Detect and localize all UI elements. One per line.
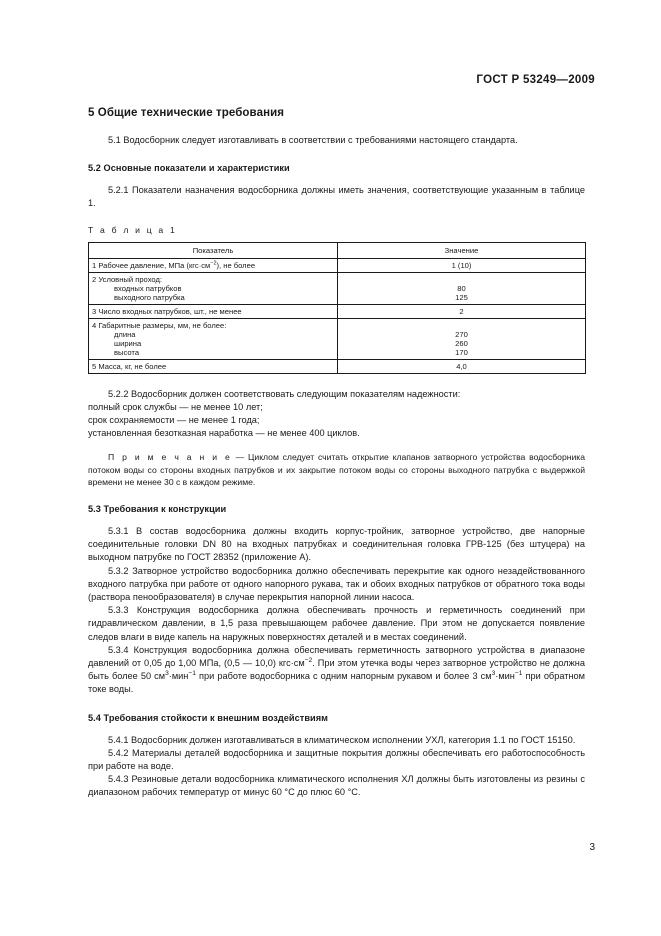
table-row bbox=[89, 318, 586, 359]
section-title-5-3: 5.3 Требования к конструкции bbox=[88, 504, 227, 515]
paragraph-5-1: 5.1 Водосборник следует изготавливать в соответствии с требованиями настоящего стандарта. bbox=[108, 135, 518, 145]
paragraph-5-4-2: 5.4.2 Материалы деталей водосборника и защитные покрытия должны обеспечивать его работоспособность при работе на воде. bbox=[88, 747, 585, 772]
table-cell-indicator bbox=[89, 318, 338, 359]
paragraph-5-3-3: 5.3.3 Конструкция водосборника должна обеспечивать прочность и герметичность соединений при гидравлическом давлении, в 1,5 раза превышающем рабочее давление. При этом не допускается появление следов влаги в виде капель на наружных поверхностях деталей и в местах соединений. bbox=[88, 605, 585, 642]
cell-value-line: 125 bbox=[455, 292, 468, 302]
section-title-5-4: 5.4 Требования стойкости к внешним воздействиям bbox=[88, 712, 328, 723]
table-row bbox=[89, 304, 586, 318]
p534-sup-3: −1 bbox=[188, 670, 196, 678]
list-item-failure-free-cycles: установленная безотказная наработка — не менее 400 циклов. bbox=[88, 428, 360, 439]
cell-text-main: 4 Габаритные размеры, мм, не более: bbox=[92, 320, 227, 330]
cell-text-main: 2 Условный проход: bbox=[92, 274, 163, 284]
table-col-header-indicator: Показатель bbox=[89, 242, 338, 258]
cell-subitem: выходного патрубка bbox=[114, 292, 185, 302]
p534-part-e: ·мин bbox=[495, 671, 515, 682]
p534-sup-1: −2 bbox=[304, 657, 313, 664]
table-cell-value: 4,0 bbox=[338, 359, 586, 373]
p534-sup-2: 3 bbox=[165, 670, 169, 678]
cell-text-sup: −2 bbox=[210, 260, 217, 267]
paragraph-5-4-1: 5.4.1 Водосборник должен изготавливаться в климатическом исполнении УХЛ, категория 1.1 по ГОСТ 15150. bbox=[108, 734, 576, 745]
table-header-row bbox=[89, 242, 586, 258]
table-cell-indicator bbox=[89, 272, 338, 304]
p534-part-c: ·мин bbox=[168, 671, 189, 682]
cell-subitem: длина bbox=[114, 329, 136, 339]
p534-part-f: при обратном токе воды. bbox=[88, 671, 585, 695]
list-item-storage-life: срок сохраняемости — не менее 1 года; bbox=[88, 415, 260, 426]
cell-value-line: 270 bbox=[455, 329, 468, 339]
table-cell-value bbox=[338, 318, 586, 359]
p534-part-d: при работе водосборника с одним напорным рукавом и более 3 см bbox=[195, 671, 492, 682]
p534-part-b: . При этом утечка воды через затворное устройство не должна быть более 50 см bbox=[88, 658, 585, 682]
cell-subitem: ширина bbox=[114, 338, 142, 348]
paragraph-5-3-4 bbox=[88, 644, 585, 697]
table-cell-value: 1 (10) bbox=[338, 258, 586, 272]
cell-subitem: входных патрубков bbox=[114, 283, 182, 293]
page-header-standard-ref: ГОСТ Р 53249—2009 bbox=[476, 74, 595, 86]
cell-text-main: 1 Рабочее давление, МПа (кгс·см bbox=[92, 260, 211, 270]
table-cell-value: 2 bbox=[338, 304, 586, 318]
section-title-5-2: 5.2 Основные показатели и характеристики bbox=[88, 163, 290, 174]
note-label: П р и м е ч а н и е bbox=[108, 452, 232, 463]
paragraph-5-3-2: 5.3.2 Затворное устройство водосборника должно обеспечивать перекрытие как одного незадействованного входного патрубка при работе от одного напорного рукава, так и обоих входных патрубков от обратного тока воды (раствора пенообразователя) в случае перекрытия напорной линии насоса. bbox=[88, 565, 585, 603]
cell-value-line: 170 bbox=[455, 347, 468, 357]
table-col-header-value: Значение bbox=[338, 242, 586, 258]
note-body: — Циклом следует считать открытие клапанов затворного устройства водосборника потоком воды со стороны входных патрубков и их закрытие потоком воды со стороны выходного патрубка с выдержкой времени не менее 30 с в каждом режиме. bbox=[88, 452, 586, 487]
table-cell-value bbox=[338, 272, 586, 304]
paragraph-5-2-2: 5.2.2 Водосборник должен соответствовать следующим показателям надежности: bbox=[108, 388, 461, 399]
list-item-full-service-life: полный срок службы — не менее 10 лет; bbox=[88, 401, 263, 412]
note-cycle-definition bbox=[88, 451, 585, 488]
table-row bbox=[89, 258, 586, 272]
paragraph-5-2-1: 5.2.1 Показатели назначения водосборника должны иметь значения, соответствующие указанным в таблице 1. bbox=[88, 185, 585, 209]
table-1-caption: Т а б л и ц а 1 bbox=[88, 224, 177, 235]
table-1 bbox=[88, 242, 586, 374]
table-cell-indicator: 5 Масса, кг, не более bbox=[89, 359, 338, 373]
table-cell-indicator bbox=[89, 258, 338, 272]
section-title-5: 5 Общие технические требования bbox=[88, 107, 285, 119]
p534-sup-4: 3 bbox=[491, 670, 496, 678]
page-content bbox=[88, 107, 585, 800]
table-row bbox=[89, 359, 586, 373]
table-row bbox=[89, 272, 586, 304]
page-number: 3 bbox=[589, 842, 595, 853]
cell-value-line: 80 bbox=[457, 283, 466, 293]
cell-text-tail: ), не более bbox=[216, 260, 256, 270]
cell-value-line: 260 bbox=[455, 338, 468, 348]
p534-part-a: 5.3.4 Конструкция водосборника должна обеспечивать герметичность затворного устройства в диапазоне давлений от 0,05 до 1,00 МПа, (0,5 — 10,0) кгс·см bbox=[88, 644, 585, 669]
p534-sup-5: −1 bbox=[514, 670, 523, 678]
cell-subitem: высота bbox=[114, 347, 140, 357]
paragraph-5-3-1: 5.3.1 В состав водосборника должны входить корпус-тройник, затворное устройство, две напорные соединительные головки DN 80 на входных патрубках и соединительная головка ГРВ-125 (без штуцера) на выходном патрубке по ГОСТ 28352 (приложение А). bbox=[88, 526, 585, 563]
table-cell-indicator: 3 Число входных патрубков, шт., не менее bbox=[89, 304, 338, 318]
paragraph-5-4-3: 5.4.3 Резиновые детали водосборника климатического исполнения ХЛ должны быть изготовлены из резины с диапазоном рабочих температур от минус 60 °С до плюс 60 °С. bbox=[88, 774, 585, 798]
